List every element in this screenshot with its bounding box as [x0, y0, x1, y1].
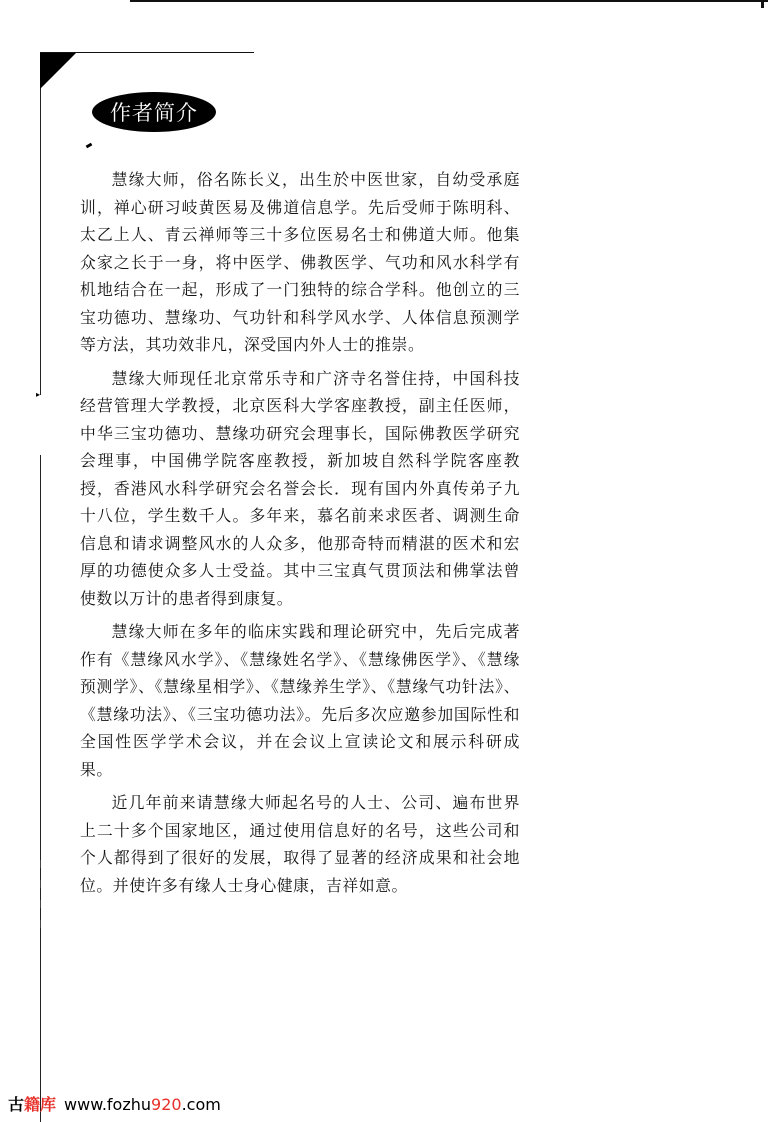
margin-dash [40, 860, 41, 868]
site-prefix: www.fozhu [64, 1095, 152, 1114]
paragraph: 慧缘大师在多年的临床实践和理论研究中，先后完成著作有《慧缘风水学》、《慧缘姓名学》、《慧缘佛医学》、《慧缘预测学》、《慧缘星相学》、《慧缘养生学》、《慧缘气功针法》、《慧缘功法》、《三宝功德功法》。先后多次应邀参加国际性和全国性医学学术会议，并在会议上宣读论文和展示科研成果。 [80, 622, 520, 779]
brand-name: 籍库 [24, 1095, 57, 1114]
left-margin-rule [40, 52, 41, 1122]
paragraph: 慧缘大师现任北京常乐寺和广济寺名誉住持，中国科技经营管理大学教授，北京医科大学客座教授，副主任医师，中华三宝功德功、慧缘功研究会理事长，国际佛教医学研究会理事，中国佛学院客座教授，新加坡自然科学院客座教授，香港风水科学研究会名誉会长．现有国内外真传弟子九十八位，学生数千人。多年来，慕名前来求医者、调测生命信息和请求调整风水的人众多，他那奇特而精湛的医术和宏厚的功德使众多人士受益。其中三宝真气贯顶法和佛掌法曾使数以万计的患者得到康复。 [80, 368, 520, 608]
margin-dash [40, 880, 41, 888]
paragraph: 慧缘大师，俗名陈长义，出生於中医世家，自幼受承庭训，禅心研习岐黄医易及佛道信息学。先后受师于陈明科、太乙上人、青云禅师等三十多位医易名士和佛道大师。他集众家之长于一身，将中医学、佛教医学、气功和风水科学有机地结合在一起，形成了一门独特的综合学科。他创立的三宝功德功、慧缘功、气功针和科学风水学、人体信息预测学等方法，其功效非凡，深受国内外人士的推崇。 [80, 170, 520, 354]
margin-arrow-icon: ▸ [36, 390, 41, 399]
corner-triangle-icon [40, 53, 76, 89]
top-rule [130, 0, 768, 2]
paragraph: 近几年前来请慧缘大师起名号的人士、公司、遍布世界上二十多个国家地区，通过使用信息好的名号，这些公司和个人都得到了很好的发展，取得了显著的经济成果和社会地位。并使许多有缘人士身心健康，吉祥如意。 [80, 793, 520, 895]
section-title-text: 作者简介 [110, 101, 198, 125]
margin-dash [40, 920, 41, 928]
body-text [80, 166, 520, 905]
tick-mark [86, 143, 93, 149]
footer-watermark [8, 1092, 221, 1115]
margin-dash [40, 900, 41, 908]
edge-mark [761, 0, 764, 8]
site-suffix: .com [181, 1095, 221, 1114]
site-url [64, 1095, 221, 1114]
site-number: 920 [151, 1095, 182, 1114]
left-margin-gap [40, 395, 41, 455]
brand-char: 古 [8, 1095, 25, 1114]
section-title [92, 92, 216, 132]
